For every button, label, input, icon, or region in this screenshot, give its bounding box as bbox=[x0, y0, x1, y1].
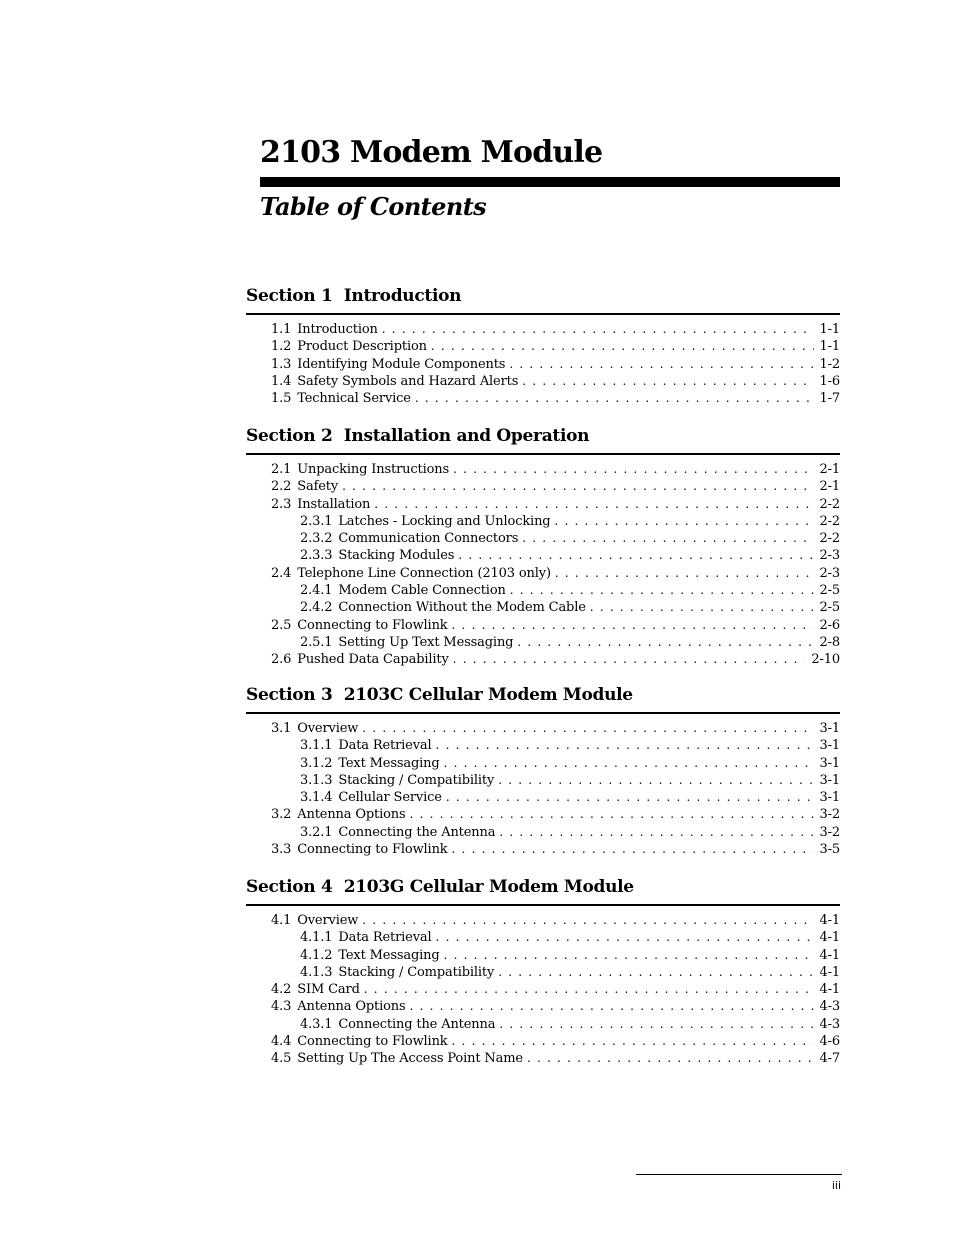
dot-leader bbox=[410, 998, 814, 1015]
entry-page: 3-1 bbox=[819, 738, 840, 754]
dot-leader bbox=[382, 321, 814, 338]
entry-label: Connecting the Antenna bbox=[338, 824, 496, 840]
entry-page: 2-5 bbox=[819, 600, 840, 616]
entry-label: Stacking / Compatibility bbox=[338, 964, 495, 980]
entry-number: 4.1 bbox=[271, 913, 292, 928]
toc-entry[interactable] bbox=[271, 806, 840, 823]
footer-rule bbox=[636, 1174, 842, 1175]
entry-number: 4.3 bbox=[271, 999, 292, 1015]
entry-page: 3-1 bbox=[819, 790, 840, 806]
toc-entry[interactable] bbox=[271, 841, 840, 858]
dot-leader bbox=[415, 390, 814, 407]
toc-subentry[interactable] bbox=[300, 513, 840, 530]
dot-leader bbox=[498, 772, 813, 789]
entry-page: 1-1 bbox=[819, 339, 840, 355]
entry-number: 2.3.1 bbox=[300, 513, 333, 529]
entry-page: 2-8 bbox=[819, 634, 840, 650]
toc-subentry[interactable] bbox=[300, 789, 840, 806]
dot-leader bbox=[498, 964, 813, 981]
dot-leader bbox=[374, 496, 813, 513]
dot-leader bbox=[362, 912, 813, 929]
dot-leader bbox=[444, 947, 814, 964]
entry-number: 2.4.1 bbox=[300, 583, 333, 599]
entry-page: 3-1 bbox=[819, 772, 840, 788]
entry-label: Cellular Service bbox=[338, 790, 442, 806]
entry-number: 3.2.1 bbox=[300, 824, 333, 840]
entry-number: 4.3.1 bbox=[300, 1016, 333, 1032]
toc-section-2 bbox=[246, 425, 840, 669]
entry-page: 3-2 bbox=[819, 824, 840, 840]
dot-leader bbox=[458, 547, 813, 564]
toc-entry[interactable] bbox=[271, 565, 840, 582]
entry-page: 2-2 bbox=[819, 496, 840, 512]
entry-number: 2.1 bbox=[271, 462, 292, 477]
entry-number: 4.2 bbox=[271, 982, 292, 998]
entry-number: 1.2 bbox=[271, 339, 292, 355]
entry-page: 2-3 bbox=[819, 548, 840, 564]
entry-label: Text Messaging bbox=[338, 947, 440, 963]
dot-leader bbox=[499, 1016, 813, 1033]
entry-number: 3.3 bbox=[271, 842, 292, 858]
entry-number: 2.3 bbox=[271, 496, 292, 512]
toc-subentry[interactable] bbox=[300, 1016, 840, 1033]
entry-page: 4-1 bbox=[819, 964, 840, 980]
entry-number: 4.1.3 bbox=[300, 964, 333, 980]
entry-label: Identifying Module Components bbox=[297, 356, 506, 372]
toc-section-4 bbox=[246, 876, 840, 1068]
entry-page: 4-1 bbox=[819, 930, 840, 946]
entry-label: Overview bbox=[297, 721, 359, 736]
entry-number: 1.1 bbox=[271, 322, 292, 337]
entry-page: 4-6 bbox=[819, 1034, 840, 1050]
entry-page: 4-1 bbox=[819, 947, 840, 963]
toc-subentry[interactable] bbox=[300, 582, 840, 599]
entry-number: 2.5 bbox=[271, 617, 292, 633]
entry-number: 3.1.4 bbox=[300, 790, 333, 806]
toc-subentry[interactable] bbox=[300, 824, 840, 841]
entry-page: 2-1 bbox=[819, 479, 840, 495]
entry-label: Text Messaging bbox=[338, 755, 440, 771]
entry-label: Pushed Data Capability bbox=[297, 652, 449, 668]
entry-label: Connecting to Flowlink bbox=[297, 617, 448, 633]
entry-label: Latches - Locking and Unlocking bbox=[338, 513, 551, 529]
section-rule bbox=[246, 453, 840, 455]
section-rule bbox=[246, 712, 840, 714]
section-heading: Section 4 2103G Cellular Modem Module bbox=[246, 877, 634, 897]
toc-subentry[interactable] bbox=[300, 530, 840, 547]
entry-page: 2-6 bbox=[819, 617, 840, 633]
entry-label: Product Description bbox=[297, 339, 427, 355]
toc-entry[interactable] bbox=[271, 720, 840, 737]
entry-page: 4-1 bbox=[819, 913, 840, 928]
entry-label: Connection Without the Modem Cable bbox=[338, 600, 586, 616]
entry-label: Safety Symbols and Hazard Alerts bbox=[297, 373, 519, 389]
entry-label: Communication Connectors bbox=[338, 531, 519, 547]
toc-subentry[interactable] bbox=[300, 772, 840, 789]
entry-number: 1.4 bbox=[271, 373, 292, 389]
entry-number: 4.4 bbox=[271, 1034, 292, 1050]
dot-leader bbox=[446, 789, 814, 806]
toc-entry[interactable] bbox=[271, 912, 840, 929]
dot-leader bbox=[364, 981, 814, 998]
entry-number: 2.4.2 bbox=[300, 600, 333, 616]
entry-label: Technical Service bbox=[297, 391, 411, 407]
entry-number: 1.5 bbox=[271, 391, 292, 407]
dot-leader bbox=[499, 824, 813, 841]
toc-entry[interactable] bbox=[271, 1033, 840, 1050]
entry-number: 2.3.2 bbox=[300, 531, 333, 547]
toc-subentry[interactable] bbox=[300, 547, 840, 564]
toc-entry[interactable] bbox=[271, 998, 840, 1015]
page-number: iii bbox=[831, 1179, 841, 1192]
toc-entry[interactable] bbox=[271, 461, 840, 478]
entry-number: 4.5 bbox=[271, 1051, 292, 1067]
entry-label: Overview bbox=[297, 913, 359, 928]
entry-number: 2.4 bbox=[271, 565, 292, 581]
dot-leader bbox=[555, 565, 814, 582]
toc-entry[interactable] bbox=[271, 338, 840, 355]
entry-page: 1-2 bbox=[819, 356, 840, 372]
entry-label: Data Retrieval bbox=[338, 930, 432, 946]
entry-label: Connecting the Antenna bbox=[338, 1016, 496, 1032]
entry-page: 3-1 bbox=[819, 721, 840, 736]
dot-leader bbox=[436, 737, 814, 754]
dot-leader bbox=[510, 582, 814, 599]
toc-subentry[interactable] bbox=[300, 929, 840, 946]
dot-leader bbox=[436, 929, 814, 946]
toc-entry[interactable] bbox=[271, 617, 840, 634]
entry-page: 3-2 bbox=[819, 807, 840, 823]
toc-subentry[interactable] bbox=[300, 755, 840, 772]
entry-number: 3.1.2 bbox=[300, 755, 333, 771]
section-rule bbox=[246, 904, 840, 906]
entry-label: Telephone Line Connection (2103 only) bbox=[297, 565, 551, 581]
document-title: 2103 Modem Module bbox=[260, 135, 603, 170]
toc-entry[interactable] bbox=[271, 496, 840, 513]
entry-label: Setting Up Text Messaging bbox=[338, 634, 514, 650]
entry-label: Unpacking Instructions bbox=[297, 462, 450, 477]
entry-label: Introduction bbox=[297, 322, 378, 337]
dot-leader bbox=[527, 1050, 814, 1067]
dot-leader bbox=[453, 651, 806, 668]
toc-section-3 bbox=[246, 684, 840, 858]
entry-number: 3.1.1 bbox=[300, 738, 333, 754]
entry-label: Setting Up The Access Point Name bbox=[297, 1051, 523, 1067]
toc-subentry[interactable] bbox=[300, 737, 840, 754]
dot-leader bbox=[362, 720, 813, 737]
entry-label: Connecting to Flowlink bbox=[297, 842, 448, 858]
dot-leader bbox=[554, 513, 813, 530]
entry-label: Connecting to Flowlink bbox=[297, 1034, 448, 1050]
dot-leader bbox=[522, 530, 813, 547]
entry-number: 3.1.3 bbox=[300, 772, 333, 788]
entry-label: Antenna Options bbox=[297, 999, 406, 1015]
entry-page: 4-7 bbox=[819, 1051, 840, 1067]
dot-leader bbox=[522, 373, 813, 390]
toc-subentry[interactable] bbox=[300, 634, 840, 651]
entry-number: 2.5.1 bbox=[300, 634, 333, 650]
entry-page: 3-1 bbox=[819, 755, 840, 771]
entry-label: Installation bbox=[297, 496, 371, 512]
dot-leader bbox=[452, 617, 814, 634]
entry-page: 2-10 bbox=[811, 652, 840, 668]
entry-page: 4-1 bbox=[819, 982, 840, 998]
toc-entry[interactable] bbox=[271, 356, 840, 373]
section-heading: Section 1 Introduction bbox=[246, 286, 462, 306]
dot-leader bbox=[410, 806, 814, 823]
toc-subentry[interactable] bbox=[300, 599, 840, 616]
entry-page: 3-5 bbox=[819, 842, 840, 858]
entry-number: 4.1.1 bbox=[300, 930, 333, 946]
entry-number: 2.3.3 bbox=[300, 548, 333, 564]
toc-section-1 bbox=[246, 285, 840, 407]
entry-number: 3.1 bbox=[271, 721, 292, 736]
dot-leader bbox=[431, 338, 814, 355]
entry-page: 1-1 bbox=[819, 322, 840, 337]
entry-label: Stacking / Compatibility bbox=[338, 772, 495, 788]
entry-page: 4-3 bbox=[819, 999, 840, 1015]
entry-label: SIM Card bbox=[297, 982, 360, 998]
entry-page: 1-7 bbox=[819, 391, 840, 407]
entry-number: 2.6 bbox=[271, 652, 292, 668]
entry-label: Safety bbox=[297, 479, 339, 495]
dot-leader bbox=[452, 1033, 814, 1050]
toc-entry[interactable] bbox=[271, 651, 840, 668]
entry-page: 2-2 bbox=[819, 513, 840, 529]
entry-number: 4.1.2 bbox=[300, 947, 333, 963]
dot-leader bbox=[342, 478, 813, 495]
document-subtitle: Table of Contents bbox=[260, 192, 487, 221]
entry-number: 1.3 bbox=[271, 356, 292, 372]
entry-page: 2-3 bbox=[819, 565, 840, 581]
entry-number: 2.2 bbox=[271, 479, 292, 495]
toc-entry[interactable] bbox=[271, 478, 840, 495]
toc-subentry[interactable] bbox=[300, 964, 840, 981]
entry-page: 2-5 bbox=[819, 583, 840, 599]
title-rule bbox=[260, 177, 840, 187]
entry-page: 1-6 bbox=[819, 373, 840, 389]
toc-subentry[interactable] bbox=[300, 947, 840, 964]
section-rule bbox=[246, 313, 840, 315]
entry-label: Modem Cable Connection bbox=[338, 583, 506, 599]
dot-leader bbox=[444, 755, 814, 772]
entry-label: Antenna Options bbox=[297, 807, 406, 823]
section-heading: Section 3 2103C Cellular Modem Module bbox=[246, 685, 633, 705]
toc-entry[interactable] bbox=[271, 321, 840, 338]
toc-entry[interactable] bbox=[271, 390, 840, 407]
section-heading: Section 2 Installation and Operation bbox=[246, 426, 590, 446]
entry-label: Data Retrieval bbox=[338, 738, 432, 754]
entry-page: 2-1 bbox=[819, 462, 840, 477]
toc-entry[interactable] bbox=[271, 1050, 840, 1067]
toc-entry[interactable] bbox=[271, 981, 840, 998]
dot-leader bbox=[590, 599, 814, 616]
dot-leader bbox=[453, 461, 813, 478]
entry-page: 2-2 bbox=[819, 531, 840, 547]
entry-number: 3.2 bbox=[271, 807, 292, 823]
entry-page: 4-3 bbox=[819, 1016, 840, 1032]
toc-entry[interactable] bbox=[271, 373, 840, 390]
dot-leader bbox=[452, 841, 814, 858]
dot-leader bbox=[517, 634, 813, 651]
entry-label: Stacking Modules bbox=[338, 548, 455, 564]
dot-leader bbox=[509, 356, 813, 373]
